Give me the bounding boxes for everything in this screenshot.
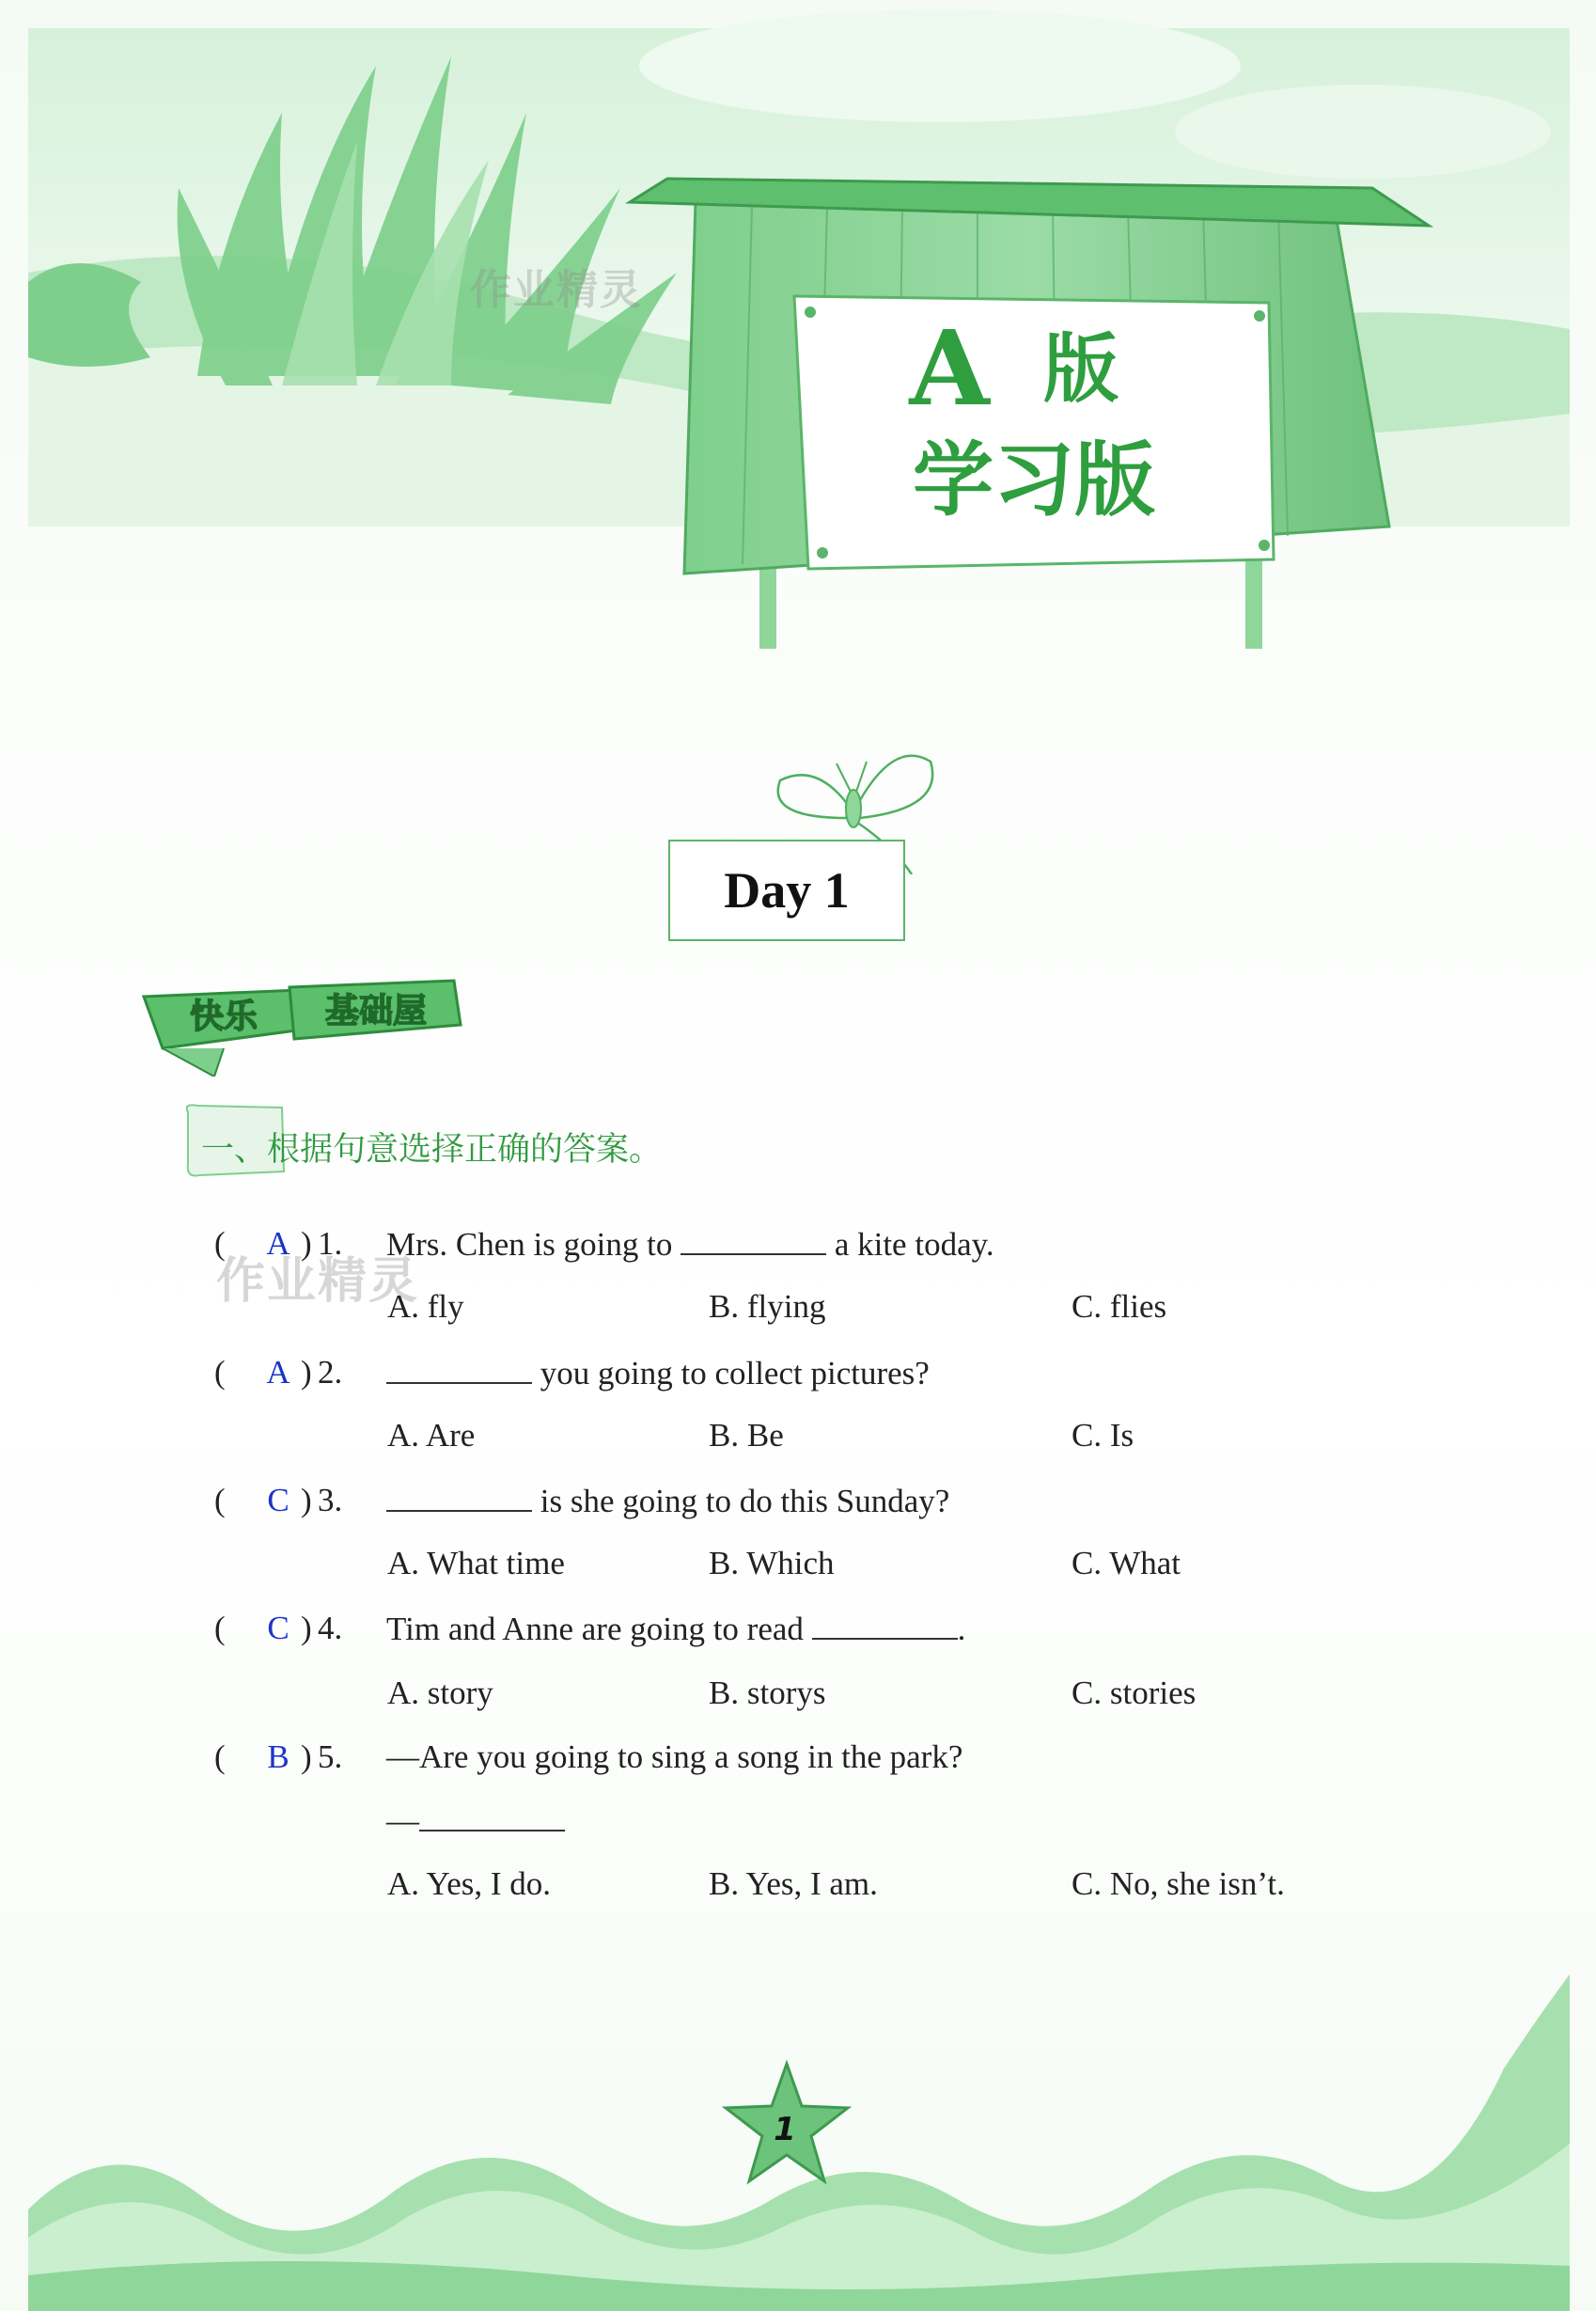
paren-close: ) [301,1225,312,1262]
question-text: —Are you going to sing a song in the park? [386,1738,963,1775]
answer-2: A [266,1354,290,1391]
question-header: 一、根据句意选择正确的答案。 [201,1131,663,1169]
paren-open: ( [214,1354,226,1391]
question-number: 4. [318,1610,343,1646]
option-b: B. Yes, I am. [709,1865,878,1902]
option-a: A. Yes, I do. [387,1865,552,1902]
option-c: C. Is [1072,1417,1134,1454]
option-a: A. What time [387,1545,565,1581]
sign-letter: A [909,307,990,429]
question-text: you going to collect pictures? [386,1354,930,1392]
answer-1: A [266,1225,290,1262]
question-number: 2. [318,1354,343,1391]
option-c: C. stories [1072,1674,1197,1711]
question-number: 1. [318,1225,343,1262]
answer-blank [386,1354,532,1384]
answer-blank [812,1610,958,1640]
question-text: is she going to do this Sunday? [386,1482,949,1520]
paren-close: ) [301,1482,312,1518]
question-number: 5. [318,1738,343,1775]
watermark-mid: 作业精灵 [216,1253,420,1310]
badge-text-1: 快乐 [189,998,258,1036]
answer-3: C [267,1482,289,1518]
answer-blank [419,1801,565,1832]
watermark-top: 作业精灵 [470,266,643,314]
sign-chinese-1: 版 [1043,325,1119,413]
answer-5: B [267,1738,289,1775]
paren-open: ( [214,1225,226,1262]
answer-4: C [267,1610,289,1646]
option-c: C. flies [1072,1288,1167,1325]
option-a: A. Are [387,1417,476,1454]
badge-text-2: 基础屋 [324,992,428,1030]
question-text: Mrs. Chen is going to a kite today. [386,1226,994,1263]
banner-illustration [0,0,1596,715]
option-a: A. fly [387,1288,464,1325]
day-label: Day 1 [668,840,905,941]
answer-blank [681,1225,826,1255]
option-b: B. Be [709,1417,784,1454]
option-b: B. storys [709,1674,826,1711]
option-b: B. flying [709,1288,826,1325]
dash: — [386,1802,419,1839]
answer-blank [386,1482,532,1512]
sign-chinese-2: 学习版 [913,433,1155,527]
option-b: B. Which [709,1545,835,1581]
paren-close: ) [301,1738,312,1775]
paren-close: ) [301,1354,312,1391]
page-number: 1 [774,2111,796,2148]
option-c: C. No, she isn’t. [1072,1865,1285,1902]
paren-open: ( [214,1610,226,1646]
section-badge [139,973,468,1077]
option-a: A. story [387,1674,493,1711]
option-c: C. What [1072,1545,1181,1581]
paren-close: ) [301,1610,312,1646]
paren-open: ( [214,1482,226,1518]
paren-open: ( [214,1738,226,1775]
question-number: 3. [318,1482,343,1518]
question-text: Tim and Anne are going to read . [386,1611,966,1647]
